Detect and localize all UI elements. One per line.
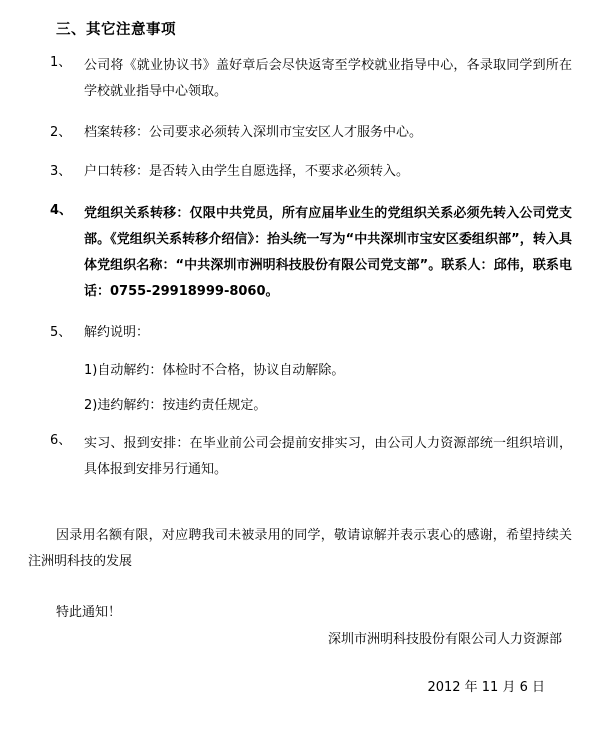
item-text: 解约说明： — [84, 324, 150, 340]
item-number: 1、 — [50, 55, 72, 70]
item-text: 实习、报到安排：在毕业前公司会提前安排实习，由公司人力资源部统一组织培训，具体报到安排另行通知。 — [84, 435, 572, 477]
notice-paragraph: 特此通知！ — [56, 604, 122, 620]
signature-date: 2012 年 11 月 6 日 — [427, 680, 545, 695]
item-text: 户口转移：是否转入由学生自愿选择，不要求必须转入。 — [84, 163, 410, 179]
closing-paragraph: 因录用名额有限，对应聘我司未被录用的同学，敬请谅解并表示衷心的感谢，希望持续关注洲明科技的发展 — [28, 527, 572, 569]
section-title: 三、其它注意事项 — [56, 22, 176, 38]
item-text: 公司将《就业协议书》盖好章后会尽快返寄至学校就业指导中心，各录取同学到所在学校就业指导中心领取。 — [84, 58, 572, 99]
item-number: 2、 — [50, 125, 72, 140]
list-item — [28, 53, 572, 105]
sub-list-item: 1)自动解约：体检时不合格，协议自动解除。 — [84, 363, 345, 379]
list-item — [28, 162, 572, 183]
item-number: 6、 — [50, 432, 72, 448]
item-text: 党组织关系转移：仅限中共党员，所有应届毕业生的党组织关系必须先转入公司党支部。《党组织关系转移介绍信》：抬头统一写为“中共深圳市宝安区委组织部”，转入具体党组织名称：“中共深圳市洲明科技股份有限公司党支部”。联系人：邱伟，联系电话：0755-29918999-8060。 — [84, 205, 572, 299]
list-item — [28, 123, 572, 144]
item-number: 5、 — [50, 324, 72, 340]
item-number: 3、 — [50, 163, 72, 179]
signature-line: 深圳市洲明科技股份有限公司人力资源部 — [327, 632, 562, 648]
item-text: 档案转移：公司要求必须转入深圳市宝安区人才服务中心。 — [84, 125, 423, 140]
list-item — [28, 201, 572, 305]
item-number: 4、 — [50, 202, 73, 218]
list-item — [28, 431, 572, 483]
sub-list-item: 2)违约解约：按违约责任规定。 — [84, 398, 267, 414]
list-item — [28, 323, 572, 344]
closing-block — [28, 523, 572, 624]
